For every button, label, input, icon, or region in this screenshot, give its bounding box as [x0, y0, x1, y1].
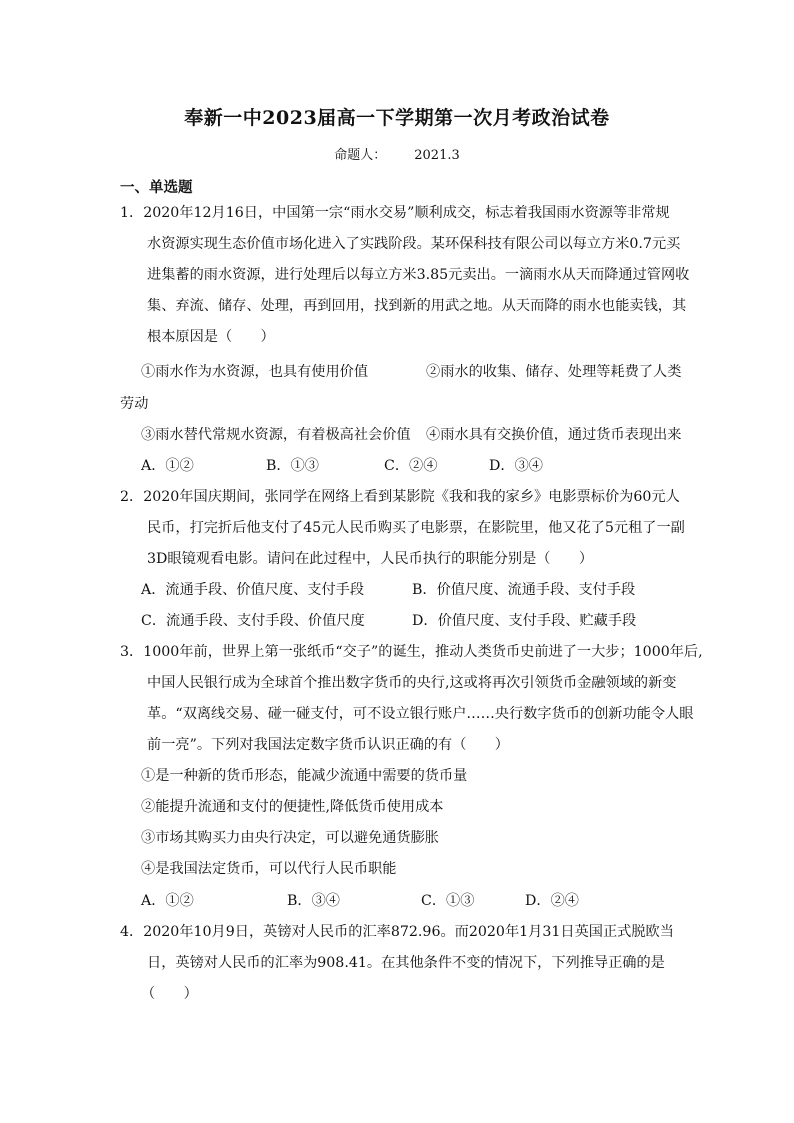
question-2-option-b[interactable]: B．价值尺度、流通手段、支付手段 [412, 582, 636, 598]
question-2-line-1: 2．2020年国庆期间，张同学在网络上看到某影院《我和我的家乡》电影票标价为60元人 [120, 489, 680, 505]
question-1-option-c[interactable]: C．②④ [384, 458, 438, 474]
question-4-line-1: 4．2020年10月9日，英镑对人民币的汇率872.96。而2020年1月31日英国正式脱欧当 [120, 924, 674, 940]
exam-date: 2021.3 [414, 148, 460, 163]
question-4-line-3: （ ） [141, 986, 198, 1002]
question-1-option-d[interactable]: D．③④ [489, 458, 543, 474]
question-1-line-4: 集、弃流、储存、处理，再到回用，找到新的用武之地。从天而降的雨水也能卖钱，其 [147, 298, 687, 314]
question-1-statement-2-cont: 劳动 [120, 396, 149, 412]
question-3-option-c[interactable]: C．①③ [421, 893, 475, 909]
question-1-option-b[interactable]: B．①③ [266, 458, 319, 474]
page-title: 奉新一中2023届高一下学期第一次月考政治试卷 [184, 107, 610, 129]
question-1-line-2: 水资源实现生态价值市场化进入了实践阶段。某环保科技有限公司以每立方米0.7元买 [147, 236, 681, 252]
question-3-line-2: 中国人民银行成为全球首个推出数字货币的央行,这或将再次引领货币金融领域的新变 [147, 675, 677, 691]
question-3-line-4: 前一亮”。下列对我国法定数字货币认识正确的有（ ） [147, 737, 509, 753]
section-heading: 一、单选题 [120, 179, 193, 196]
question-3-line-3: 革。“双离线交易、碰一碰支付，可不设立银行账户……央行数字货币的创新功能令人眼 [147, 706, 694, 722]
question-1-line-3: 进集蓄的雨水资源，进行处理后以每立方米3.85元卖出。一滴雨水从天而降通过管网收 [147, 267, 690, 283]
question-3-statement-4: ④是我国法定货币，可以代行人民币职能 [141, 861, 397, 877]
question-1-statement-2: ②雨水的收集、储存、处理等耗费了人类 [426, 364, 682, 380]
question-1-statement-4: ④雨水具有交换价值，通过货币表现出来 [426, 427, 682, 443]
question-1-option-a[interactable]: A．①② [141, 458, 194, 474]
question-2-option-c[interactable]: C．流通手段、支付手段、价值尺度 [141, 613, 365, 629]
question-2-line-3: 3D眼镜观看电影。请问在此过程中，人民币执行的职能分别是（ ） [147, 551, 594, 567]
author-line [0, 144, 794, 163]
question-3-statement-2: ②能提升流通和支付的便捷性,降低货币使用成本 [141, 799, 444, 815]
question-3-line-1: 3．1000年前，世界上第一张纸币“交子”的诞生，推动人类货币史前进了一大步；1000年后, [120, 644, 703, 660]
question-2-option-d[interactable]: D．价值尺度、支付手段、贮藏手段 [412, 613, 637, 629]
question-1-statement-3: ③雨水替代常规水资源，有着极高社会价值 [141, 427, 411, 443]
question-1-statement-1: ①雨水作为水资源，也具有使用价值 [141, 364, 369, 380]
question-3-option-b[interactable]: B．③④ [287, 893, 340, 909]
author-label: 命题人： [334, 148, 387, 163]
question-3-option-a[interactable]: A．①② [141, 893, 194, 909]
question-2-option-a[interactable]: A．流通手段、价值尺度、支付手段 [141, 582, 365, 598]
question-3-statement-1: ①是一种新的货币形态，能减少流通中需要的货币量 [141, 768, 468, 784]
question-2-line-2: 民币，打完折后他支付了45元人民币购买了电影票，在影院里，他又花了5元租了一副 [147, 520, 685, 536]
question-1-line-5: 根本原因是（ ） [147, 329, 275, 345]
question-3-option-d[interactable]: D．②④ [525, 893, 579, 909]
question-3-statement-3: ③市场其购买力由央行决定，可以避免通货膨胀 [141, 830, 439, 846]
question-1-line-1: 1．2020年12月16日，中国第一宗“雨水交易”顺利成交，标志着我国雨水资源等非常规 [120, 205, 670, 221]
question-4-line-2: 日，英镑对人民币的汇率为908.41。在其他条件不变的情况下，下列推导正确的是 [147, 955, 665, 971]
